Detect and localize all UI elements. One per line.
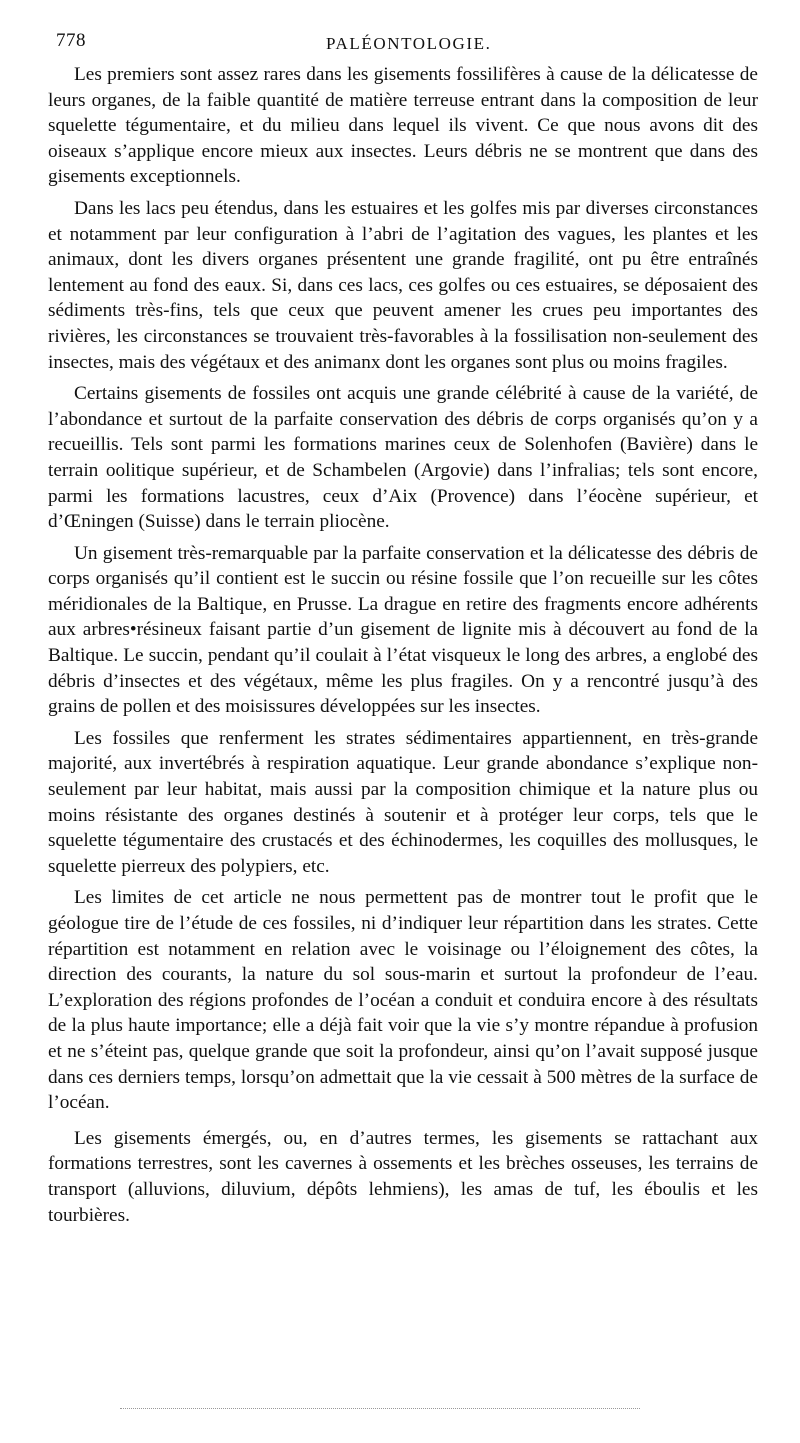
paragraph-invertebrates: Les fossiles que renferment les strates sédimentaires appartiennent, en très-grande majorité, aux invertébrés à respiration aquatique. Leur grande abondance s’explique non-seulement par leur habitat, mais aussi par la composition chimique et la nature plus ou moins résistante des organes destinés à soutenir et à protéger leur corps, tels que le squelette tégumentaire des crustacés et des échinodermes, les coquilles des mollusques, le squelette pierreux des polypiers, etc. [48,727,758,877]
body-text [48,62,758,1234]
paragraph-lakes-estuaries: Dans les lacs peu étendus, dans les estuaires et les golfes mis par diverses circonstances et notamment par leur configuration à l’abri de l’agitation des vagues, les plantes et les animaux, dont les divers organes présentent une grande fragilité, ont pu être entraînés lentement au fond des eaux. Si, dans ces lacs, ces golfes ou ces estuaires, se déposaient des sédiments très-fins, tels que ceux que peuvent amener les crues peu importantes des rivières, les circonstances se trouvaient très-favorables à la fossilisation non-seulement des insectes, mais des végétaux et des animanx dont les organes sont plus ou moins fragiles. [48,197,758,373]
paragraph-insect-fossils: Les premiers sont assez rares dans les gisements fossilifères à cause de la délicatesse de leurs organes, de la faible quantité de matière terreuse entrant dans la composition de leur squelette tégumentaire, et du milieu dans lequel ils vivent. Ce que nous avons dit des oiseaux s’applique encore mieux aux insectes. Leurs débris ne se montrent que dans des gisements exceptionnels. [48,64,758,188]
page-number: 778 [56,30,86,51]
footer-divider [120,1408,640,1409]
running-title: PALÉONTOLOGIE. [326,34,492,53]
paragraph-distribution: Les limites de cet article ne nous permettent pas de montrer tout le profit que le géologue tire de l’étude de ces fossiles, ni d’indiquer leur répartition dans les strates. Cette répartition est notamment en relation avec le voisinage ou l’éloignement des côtes, la direction des courants, la nature du sol sous-marin et surtout la profondeur de l’eau. L’exploration des régions profondes de l’océan a conduit et conduira encore à des résultats de la plus haute importance; elle a déjà fait voir que la vie s’y montre répandue à profusion et ne s’éteint pas, quelque grande que soit la profondeur, ainsi qu’on l’avait supposé jusque dans ces derniers temps, lorsqu’on admettait que la vie cessait à 500 mètres de la surface de l’océan. [48,887,758,1114]
paragraph-amber: Un gisement très-remarquable par la parfaite conservation et la délicatesse des débris de corps organisés qu’il contient est le succin ou résine fossile que l’on recueille sur les côtes méridionales de la Baltique, en Prusse. La drague en retire des fragments encore adhérents aux arbres•résineux faisant partie d’un gisement de lignite mis à découvert au fond de la Baltique. Le succin, pendant qu’il coulait à l’état visqueux le long des arbres, a englobé des débris d’insectes et des végétaux, même les plus fragiles. On y a rencontré jusqu’à des grains de pollen et des moisissures développées sur les insectes. [48,542,758,718]
paragraph-famous-deposits: Certains gisements de fossiles ont acquis une grande célébrité à cause de la variété, de l’abondance et surtout de la parfaite conservation des débris de corps organisés qu’on y a recueillis. Tels sont parmi les formations marines ceux de Solenhofen (Bavière) dans le terrain oolitique supérieur, et de Schambelen (Argovie) dans l’infralias; tels sont encore, parmi les formations lacustres, ceux d’Aix (Provence) dans l’éocène supérieur, et d’Œningen (Suisse) dans le terrain pliocène. [48,383,758,533]
paragraph-emerged-deposits: Les gisements émergés, ou, en d’autres termes, les gisements se rattachant aux formations terrestres, sont les cavernes à ossements et les brèches osseuses, les terrains de transport (alluvions, diluvium, dépôts lehmiens), les amas de tuf, les éboulis et les tourbières. [48,1127,758,1226]
page-header [56,30,756,58]
